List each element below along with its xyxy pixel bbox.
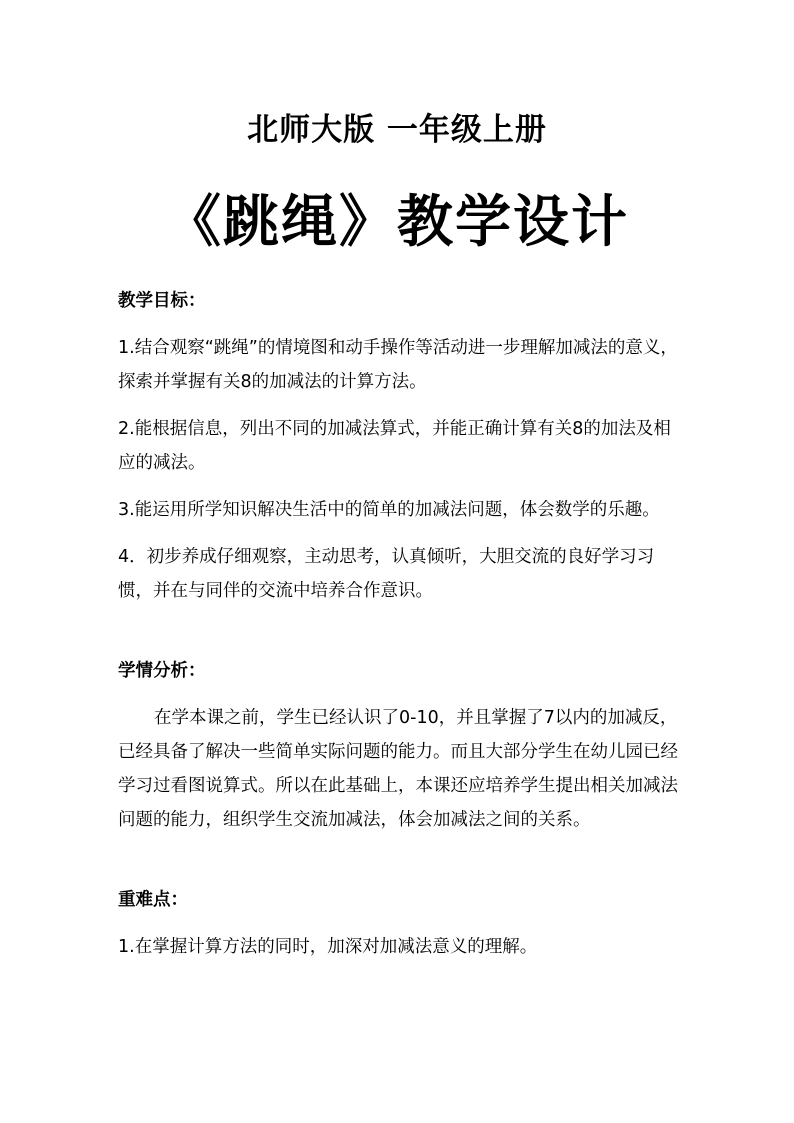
objective-item-4: 4．初步养成仔细观察，主动思考，认真倾听，大胆交流的良好学习习惯，并在与同伴的交流中培养合作意识。 [118, 547, 655, 601]
objective-item-3: 3.能运用所学知识解决生活中的简单的加减法问题，体会数学的乐趣。 [118, 500, 660, 520]
document-subtitle: 北师大版 一年级上册 [247, 112, 547, 148]
objective-item-2: 2.能根据信息，列出不同的加减法算式，并能正确计算有关8的加法及相应的减法。 [118, 419, 671, 473]
document-body [118, 284, 688, 964]
key-points-heading: 重难点： [118, 890, 188, 910]
analysis-paragraph: 在学本课之前，学生已经认识了0-10，并且掌握了7以内的加减反，已经具备了解决一些简单实际问题的能力。而且大部分学生在幼儿园已经学习过看图说算式。所以在此基础上，本课还应培养学生提出相关加减法问题的能力，组织学生交流加减法，体会加减法之间的关系。 [118, 708, 678, 830]
document-title: 《跳绳》教学设计 [165, 190, 629, 255]
objectives-heading: 教学目标： [118, 291, 206, 311]
analysis-heading: 学情分析： [118, 661, 206, 681]
key-point-item-1: 1.在掌握计算方法的同时，加深对加减法意义的理解。 [118, 937, 538, 957]
objective-item-1: 1.结合观察“跳绳”的情境图和动手操作等活动进一步理解加减法的意义，探索并掌握有关8的加减法的计算方法。 [118, 338, 678, 392]
